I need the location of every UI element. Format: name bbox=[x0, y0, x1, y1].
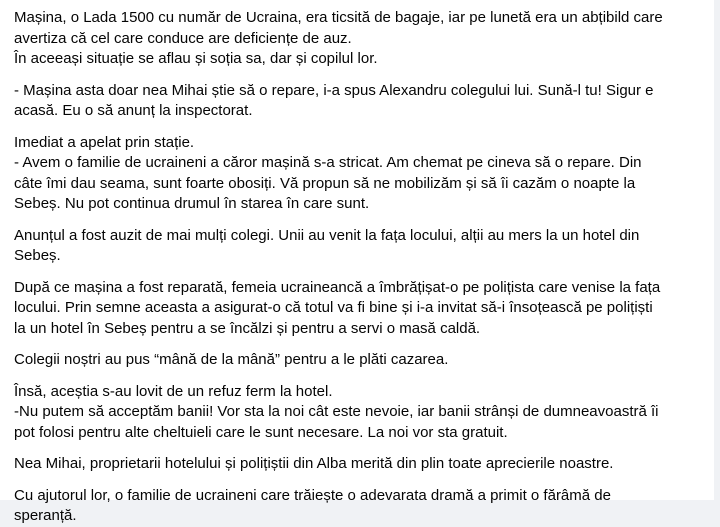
post-paragraph bbox=[14, 133, 692, 215]
text-line: la un hotel în Sebeș pentru a se încălzi și pentru a servi o masă caldă. bbox=[14, 319, 481, 337]
text-line: Imediat a apelat prin stație. bbox=[14, 133, 195, 151]
text-line: -Nu putem să acceptăm banii! Vor sta la noi cât este nevoie, iar banii strânși de dumneavoastră îi bbox=[14, 403, 659, 420]
post-paragraph bbox=[14, 350, 692, 371]
post-paragraph bbox=[14, 454, 692, 475]
text-line: Însă, aceștia s-au lovit de un refuz ferm la hotel. bbox=[14, 382, 333, 400]
text-line: - Mașina asta doar nea Mihai știe să o repare, i-a spus Alexandru colegului lui. Sună-l tu! Sigur e bbox=[14, 81, 654, 99]
text-line: În aceeași situație se aflau și soția sa, dar și copilul lor. bbox=[14, 50, 378, 67]
text-line: câte îmi dau seama, sunt foarte obosiți. Vă propun să ne mobilizăm și să îi cazăm o noapte la bbox=[14, 174, 636, 192]
text-line: speranță. bbox=[14, 507, 77, 524]
text-line: Anunțul a fost auzit de mai mulți colegi. Unii au venit la fața locului, alții au mers la un hotel din bbox=[14, 226, 640, 244]
text-line: Colegii noștri au pus “mână de la mână” pentru a le plăti cazarea. bbox=[14, 351, 449, 368]
text-line: Nea Mihai, proprietarii hotelului și polițiștii din Alba merită din plin toate aprecierile noastre. bbox=[14, 455, 614, 472]
text-line: locului. Prin semne aceasta a asigurat-o că totul va fi bine și i-a invitat să-i însoțească pe polițiști bbox=[14, 299, 653, 316]
post-body bbox=[14, 8, 692, 527]
post-paragraph bbox=[14, 382, 692, 444]
text-line: pot folosi pentru alte cheltuieli care le sunt necesare. La noi vor sta gratuit. bbox=[14, 423, 508, 441]
text-line: Mașina, o Lada 1500 cu număr de Ucraina, era ticsită de bagaje, iar pe lunetă era un abțibild care bbox=[14, 9, 663, 26]
post-paragraph bbox=[14, 486, 692, 527]
post-paragraph bbox=[14, 278, 692, 340]
text-line: avertiza că cel care conduce are deficiențe de auz. bbox=[14, 29, 352, 47]
text-line: Sebeș. Nu pot continua drumul în starea în care sunt. bbox=[14, 195, 370, 212]
text-line: acasă. Eu o să anunț la inspectorat. bbox=[14, 102, 253, 119]
post-paragraph bbox=[14, 81, 692, 122]
text-line: După ce mașina a fost reparată, femeia ucraineancă a îmbrățișat-o pe polițista care venise la fața bbox=[14, 278, 661, 296]
post-paragraph bbox=[14, 8, 692, 70]
text-line: - Avem o familie de ucraineni a căror mașină s-a stricat. Am chemat pe cineva să o repare. Din bbox=[14, 154, 642, 171]
text-line: Cu ajutorul lor, o familie de ucraineni care trăiește o adevarata dramă a primit o fărâmă de bbox=[14, 486, 611, 504]
text-line: Sebeș. bbox=[14, 247, 61, 264]
post-paragraph bbox=[14, 226, 692, 267]
